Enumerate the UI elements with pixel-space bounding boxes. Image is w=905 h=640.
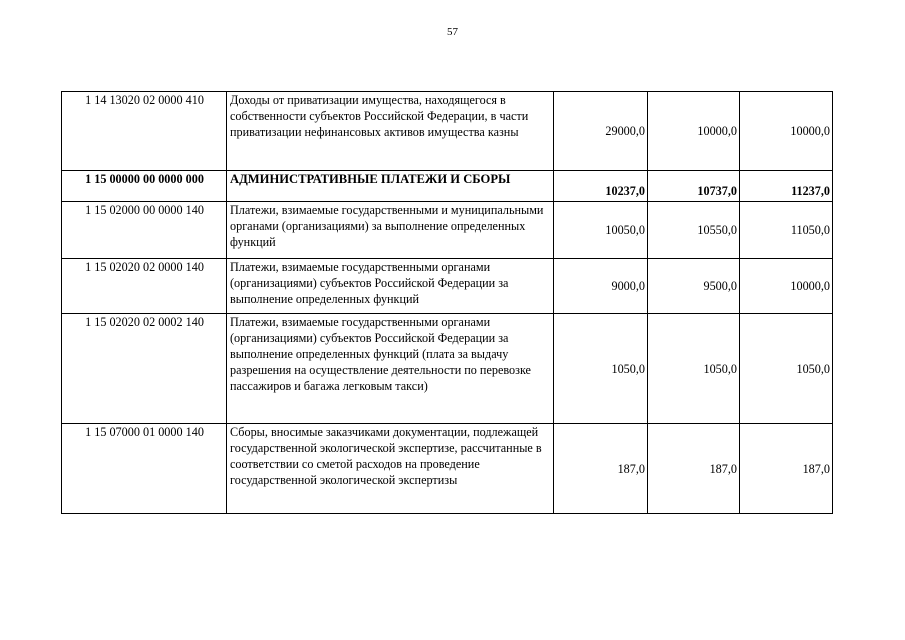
amount-cell-year-1: 9000,0 — [554, 259, 648, 314]
revenue-code-cell: 1 15 00000 00 0000 000 — [62, 171, 227, 202]
revenue-name-cell: АДМИНИСТРАТИВНЫЕ ПЛАТЕЖИ И СБОРЫ — [227, 171, 554, 202]
table-row — [62, 92, 833, 171]
amount-cell-year-2: 10550,0 — [648, 202, 740, 259]
table-row-section-total — [62, 171, 833, 202]
amount-cell-year-3: 11237,0 — [740, 171, 833, 202]
amount-cell-year-2: 10737,0 — [648, 171, 740, 202]
revenue-name-cell: Платежи, взимаемые государственными органами (организациями) субъектов Российской Федерации за выполнение определенных функций (плата за выдачу разрешения на осуществление деятельности по перевозке пассажиров и багажа легковым такси) — [227, 314, 554, 424]
budget-revenue-table — [61, 91, 833, 514]
revenue-code-cell: 1 15 02000 00 0000 140 — [62, 202, 227, 259]
table-row — [62, 314, 833, 424]
amount-cell-year-2: 1050,0 — [648, 314, 740, 424]
amount-cell-year-1: 10237,0 — [554, 171, 648, 202]
amount-cell-year-1: 187,0 — [554, 424, 648, 514]
amount-cell-year-3: 10000,0 — [740, 259, 833, 314]
revenue-code-cell: 1 15 07000 01 0000 140 — [62, 424, 227, 514]
revenue-code-cell: 1 15 02020 02 0000 140 — [62, 259, 227, 314]
page-number: 57 — [447, 26, 458, 38]
revenue-name-cell: Доходы от приватизации имущества, находящегося в собственности субъектов Российской Федерации, в части приватизации нефинансовых активов имущества казны — [227, 92, 554, 171]
amount-cell-year-3: 11050,0 — [740, 202, 833, 259]
table-row — [62, 424, 833, 514]
amount-cell-year-1: 1050,0 — [554, 314, 648, 424]
revenue-code-cell: 1 15 02020 02 0002 140 — [62, 314, 227, 424]
amount-cell-year-3: 1050,0 — [740, 314, 833, 424]
amount-cell-year-3: 10000,0 — [740, 92, 833, 171]
amount-cell-year-1: 29000,0 — [554, 92, 648, 171]
amount-cell-year-1: 10050,0 — [554, 202, 648, 259]
revenue-code-cell: 1 14 13020 02 0000 410 — [62, 92, 227, 171]
revenue-name-cell: Платежи, взимаемые государственными и муниципальными органами (организациями) за выполнение определенных функций — [227, 202, 554, 259]
revenue-name-cell: Сборы, вносимые заказчиками документации, подлежащей государственной экологической экспертизе, рассчитанные в соответствии со сметой расходов на проведение государственной экологической экспертизы — [227, 424, 554, 514]
table-row — [62, 202, 833, 259]
amount-cell-year-2: 187,0 — [648, 424, 740, 514]
amount-cell-year-2: 9500,0 — [648, 259, 740, 314]
amount-cell-year-3: 187,0 — [740, 424, 833, 514]
table-row — [62, 259, 833, 314]
revenue-name-cell: Платежи, взимаемые государственными органами (организациями) субъектов Российской Федерации за выполнение определенных функций — [227, 259, 554, 314]
amount-cell-year-2: 10000,0 — [648, 92, 740, 171]
